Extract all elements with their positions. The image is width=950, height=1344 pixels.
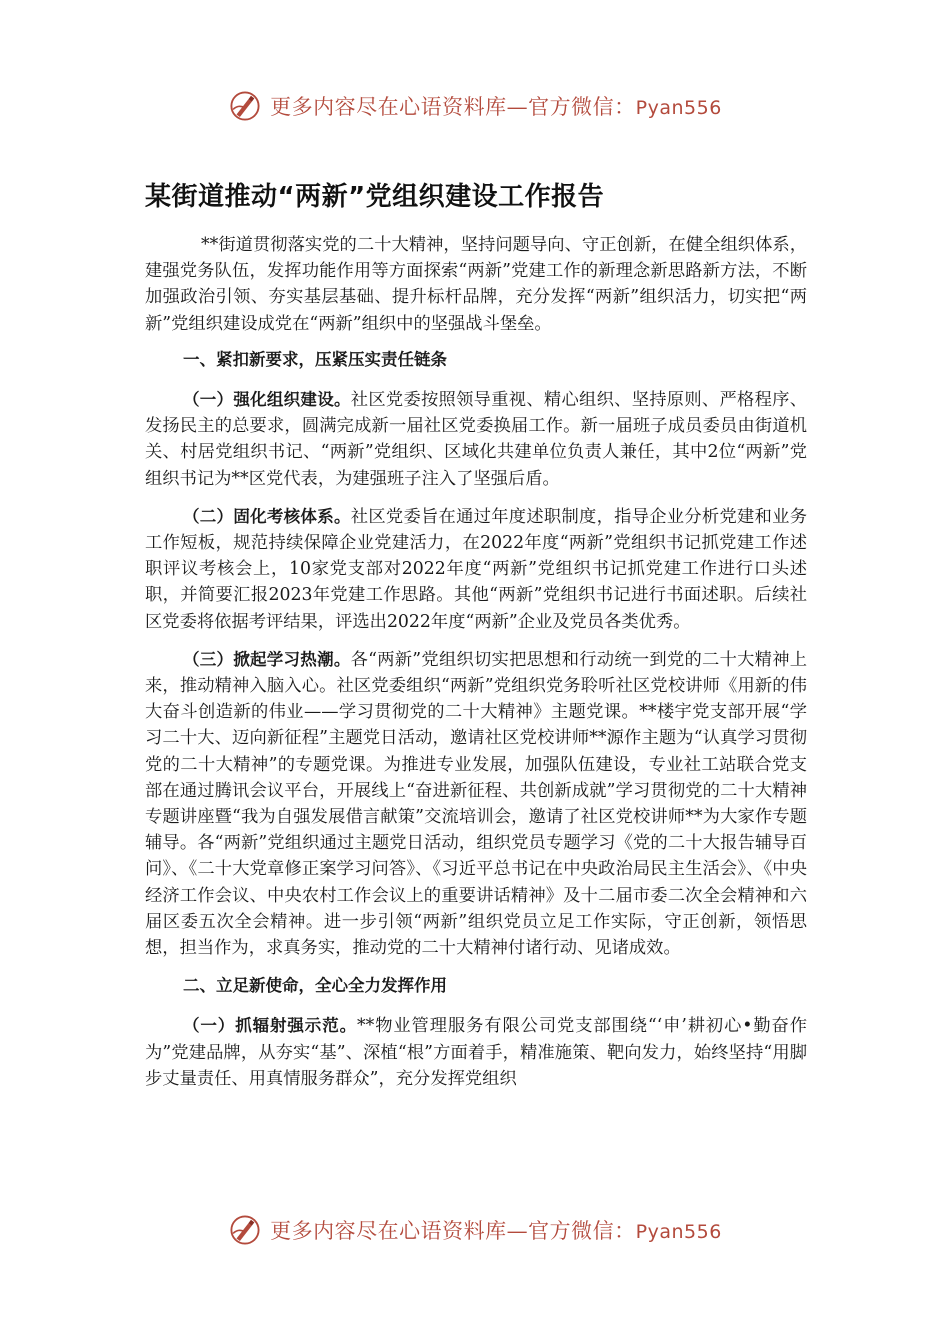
watermark-slogan: 更多内容尽在心语资料库—官方微信： [270, 1219, 636, 1243]
section-1-item-2 [145, 504, 807, 635]
watermark-wechat-id: Pyan556 [635, 1221, 722, 1243]
section-2-item-1 [145, 1013, 807, 1092]
watermark-text [270, 1215, 722, 1245]
footer-watermark [0, 1210, 950, 1250]
item-label: （二）固化考核体系。 [183, 506, 351, 526]
item-label: （一）抓辐射强示范。 [183, 1016, 358, 1036]
pen-logo-icon [228, 89, 262, 123]
item-label: （一）强化组织建设。 [183, 390, 351, 410]
item-label: （三）掀起学习热潮。 [183, 649, 351, 669]
document-title: 某街道推动“两新”党组织建设工作报告 [145, 182, 605, 212]
pen-logo-icon [228, 1213, 262, 1247]
watermark-text [270, 91, 722, 121]
item-text: 各“两新”党组织切实把思想和行动统一到党的二十大精神上来，推动精神入脑入心。社区党委组织“两新”党组织党务聆听社区党校讲师《用新的伟大奋斗创造新的伟业——学习贯彻党的二十大精神》主题党课。**楼宇党支部开展“学习二十大、迈向新征程”主题党日活动，邀请社区党校讲师**源作主题为“认真学习贯彻党的二十大精神”的专题党课。为推进专业发展，加强队伍建设，专业社工站联合党支部在通过腾讯会议平台，开展线上“奋进新征程、共创新成就”学习贯彻党的二十大精神专题讲座暨“我为自强发展借言献策”交流培训会，邀请了社区党校讲师**为大家作专题辅导。各“两新”党组织通过主题党日活动，组织党员专题学习《党的二十大报告辅导百问》、《二十大党章修正案学习问答》、《习近平总书记在中央政治局民主生活会》、《中央经济工作会议、中央农村工作会议上的重要讲话精神》及十二届市委二次全会精神和六届区委五次全会精神。进一步引领“两新”组织党员立足工作实际，守正创新，领悟思想，担当作为，求真务实，推动党的二十大精神付诸行动、见诸成效。 [145, 649, 808, 959]
item-text: **物业管理服务有限公司党支部围绕“‘申’耕初心•勤奋作为”党建品牌，从夯实“基”、深植“根”方面着手，精准施策、靶向发力，始终坚持“用脚步丈量责任、用真情服务群众”，充分发挥党组织 [145, 1016, 808, 1089]
item-text: 社区党委按照领导重视、精心组织、坚持原则、严格程序、发扬民主的总要求，圆满完成新一届社区党委换届工作。新一届班子成员委员由街道机关、村居党组织书记、“两新”党组织、区域化共建单位负责人兼任，其中2位“两新”党组织书记为**区党代表，为建强班子注入了坚强后盾。 [145, 390, 807, 489]
intro-paragraph: **街道贯彻落实党的二十大精神，坚持问题导向、守正创新，在健全组织体系，建强党务队伍，发挥功能作用等方面探索“两新”党建工作的新理念新思路新方法，不断加强政治引领、夯实基层基础、提升标杆品牌，充分发挥“两新”组织活力，切实把“两新”党组织建设成党在“两新”组织中的坚强战斗堡垒。 [145, 235, 807, 334]
section-1-heading: 一、紧扣新要求，压紧压实责任链条 [183, 349, 447, 369]
document-body [145, 232, 807, 1104]
header-watermark [0, 86, 950, 126]
watermark-slogan: 更多内容尽在心语资料库—官方微信： [270, 95, 636, 119]
item-text: 社区党委旨在通过年度述职制度，指导企业分析党建和业务工作短板，规范持续保障企业党建活力，在2022年度“两新”党组织书记抓党建工作述职评议考核会上，10家党支部对2022年度“两新”党组织书记抓党建工作进行口头述职，并简要汇报2023年党建工作思路。其他“两新”党组织书记进行书面述职。后续社区党委将依据考评结果，评选出2022年度“两新”企业及党员各类优秀。 [145, 506, 807, 632]
section-1-item-3 [145, 647, 807, 961]
section-2-heading: 二、立足新使命，全心全力发挥作用 [183, 976, 447, 996]
section-1-item-1 [145, 387, 807, 492]
watermark-wechat-id: Pyan556 [635, 97, 722, 119]
